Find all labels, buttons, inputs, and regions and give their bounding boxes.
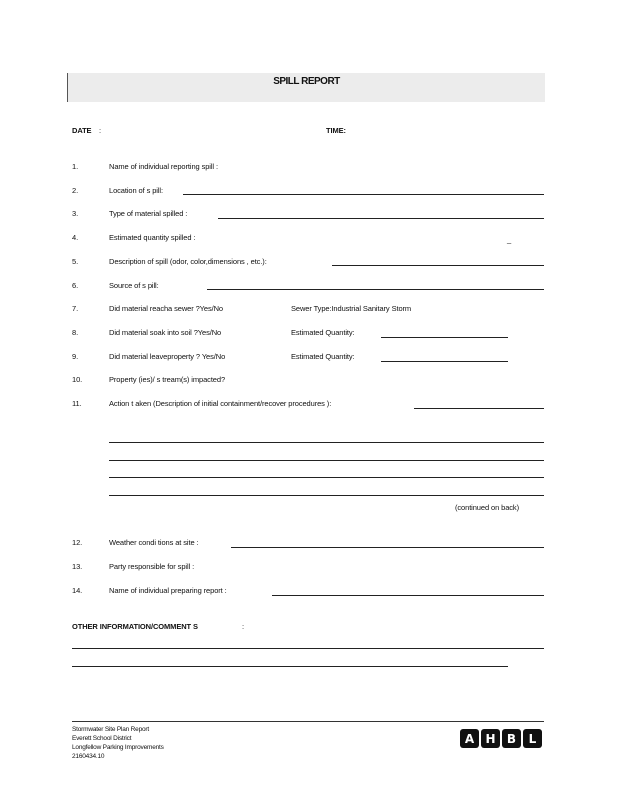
item-number: 13.: [72, 562, 83, 571]
item-text: Did material leaveproperty ? Yes/No: [109, 352, 226, 361]
item-text: Name of individual preparing report :: [109, 586, 227, 595]
item-text: Property (ies)/ s tream(s) impacted?: [109, 375, 226, 384]
fill-line[interactable]: [109, 460, 544, 461]
item-number: 12.: [72, 538, 83, 547]
item-text: Party responsible for spill :: [109, 562, 195, 571]
fill-line[interactable]: [218, 218, 544, 219]
item-text: Name of individual reporting spill :: [109, 162, 218, 171]
fill-line[interactable]: [272, 595, 544, 596]
item-number: 2.: [72, 186, 79, 195]
fill-line[interactable]: [207, 289, 544, 290]
other-info-label: OTHER INFORMATION/COMMENT S: [72, 622, 198, 631]
item-number: 5.: [72, 257, 79, 266]
date-colon: :: [99, 126, 101, 135]
footer-line: Longfellow Parking Improvements: [72, 744, 164, 751]
item4-dash: _: [507, 235, 512, 244]
logo-letter: B: [502, 729, 521, 748]
item-text: Did material reacha sewer ?Yes/No: [109, 304, 223, 313]
fill-line[interactable]: [72, 648, 544, 649]
footer-line: Stormwater Site Plan Report: [72, 726, 149, 733]
fill-line[interactable]: [109, 477, 544, 478]
fill-line[interactable]: [414, 408, 544, 409]
item-number: 8.: [72, 328, 79, 337]
item-number: 7.: [72, 304, 79, 313]
fill-line[interactable]: [381, 337, 508, 338]
fill-line[interactable]: [381, 361, 508, 362]
item-number: 4.: [72, 233, 79, 242]
item-number: 11.: [72, 399, 82, 408]
item-text: Did material soak into soil ?Yes/No: [109, 328, 222, 337]
item-text: Location of s pill:: [109, 186, 163, 195]
item-text: Action t aken (Description of initial containment/recover procedures ):: [109, 399, 332, 408]
logo-letter: A: [460, 729, 479, 748]
ahbl-logo: [460, 729, 542, 749]
date-label: DATE: [72, 126, 92, 135]
item9-extra: Estimated Quantity:: [291, 352, 355, 361]
item-number: 10.: [72, 375, 83, 384]
item-number: 9.: [72, 352, 79, 361]
fill-line[interactable]: [231, 547, 544, 548]
item8-extra: Estimated Quantity:: [291, 328, 355, 337]
footer-line: 2160434.10: [72, 753, 105, 760]
title-bar: [67, 73, 545, 102]
footer-line: Everett School District: [72, 735, 132, 742]
item-number: 14.: [72, 586, 83, 595]
item-number: 1.: [72, 162, 79, 171]
footer-rule: [72, 721, 544, 722]
page-title: SPILL REPORT: [273, 76, 340, 87]
item7-extra: Sewer Type:Industrial Sanitary Storm: [291, 304, 412, 313]
fill-line[interactable]: [332, 265, 544, 266]
logo-letter: H: [481, 729, 500, 748]
item-text: Type of material spilled :: [109, 209, 188, 218]
continued-note: (continued on back): [455, 503, 519, 512]
other-info-colon: :: [242, 622, 244, 631]
fill-line[interactable]: [109, 495, 544, 496]
item-text: Estimated quantity spilled :: [109, 233, 196, 242]
fill-line[interactable]: [183, 194, 544, 195]
item-text: Weather condi tions at site :: [109, 538, 199, 547]
item-number: 6.: [72, 281, 79, 290]
logo-letter: L: [523, 729, 542, 748]
time-label: TIME:: [326, 126, 346, 135]
item-text: Source of s pill:: [109, 281, 159, 290]
fill-line[interactable]: [109, 442, 544, 443]
item-text: Description of spill (odor, color,dimensions , etc.):: [109, 257, 267, 266]
fill-line[interactable]: [72, 666, 508, 667]
item-number: 3.: [72, 209, 79, 218]
